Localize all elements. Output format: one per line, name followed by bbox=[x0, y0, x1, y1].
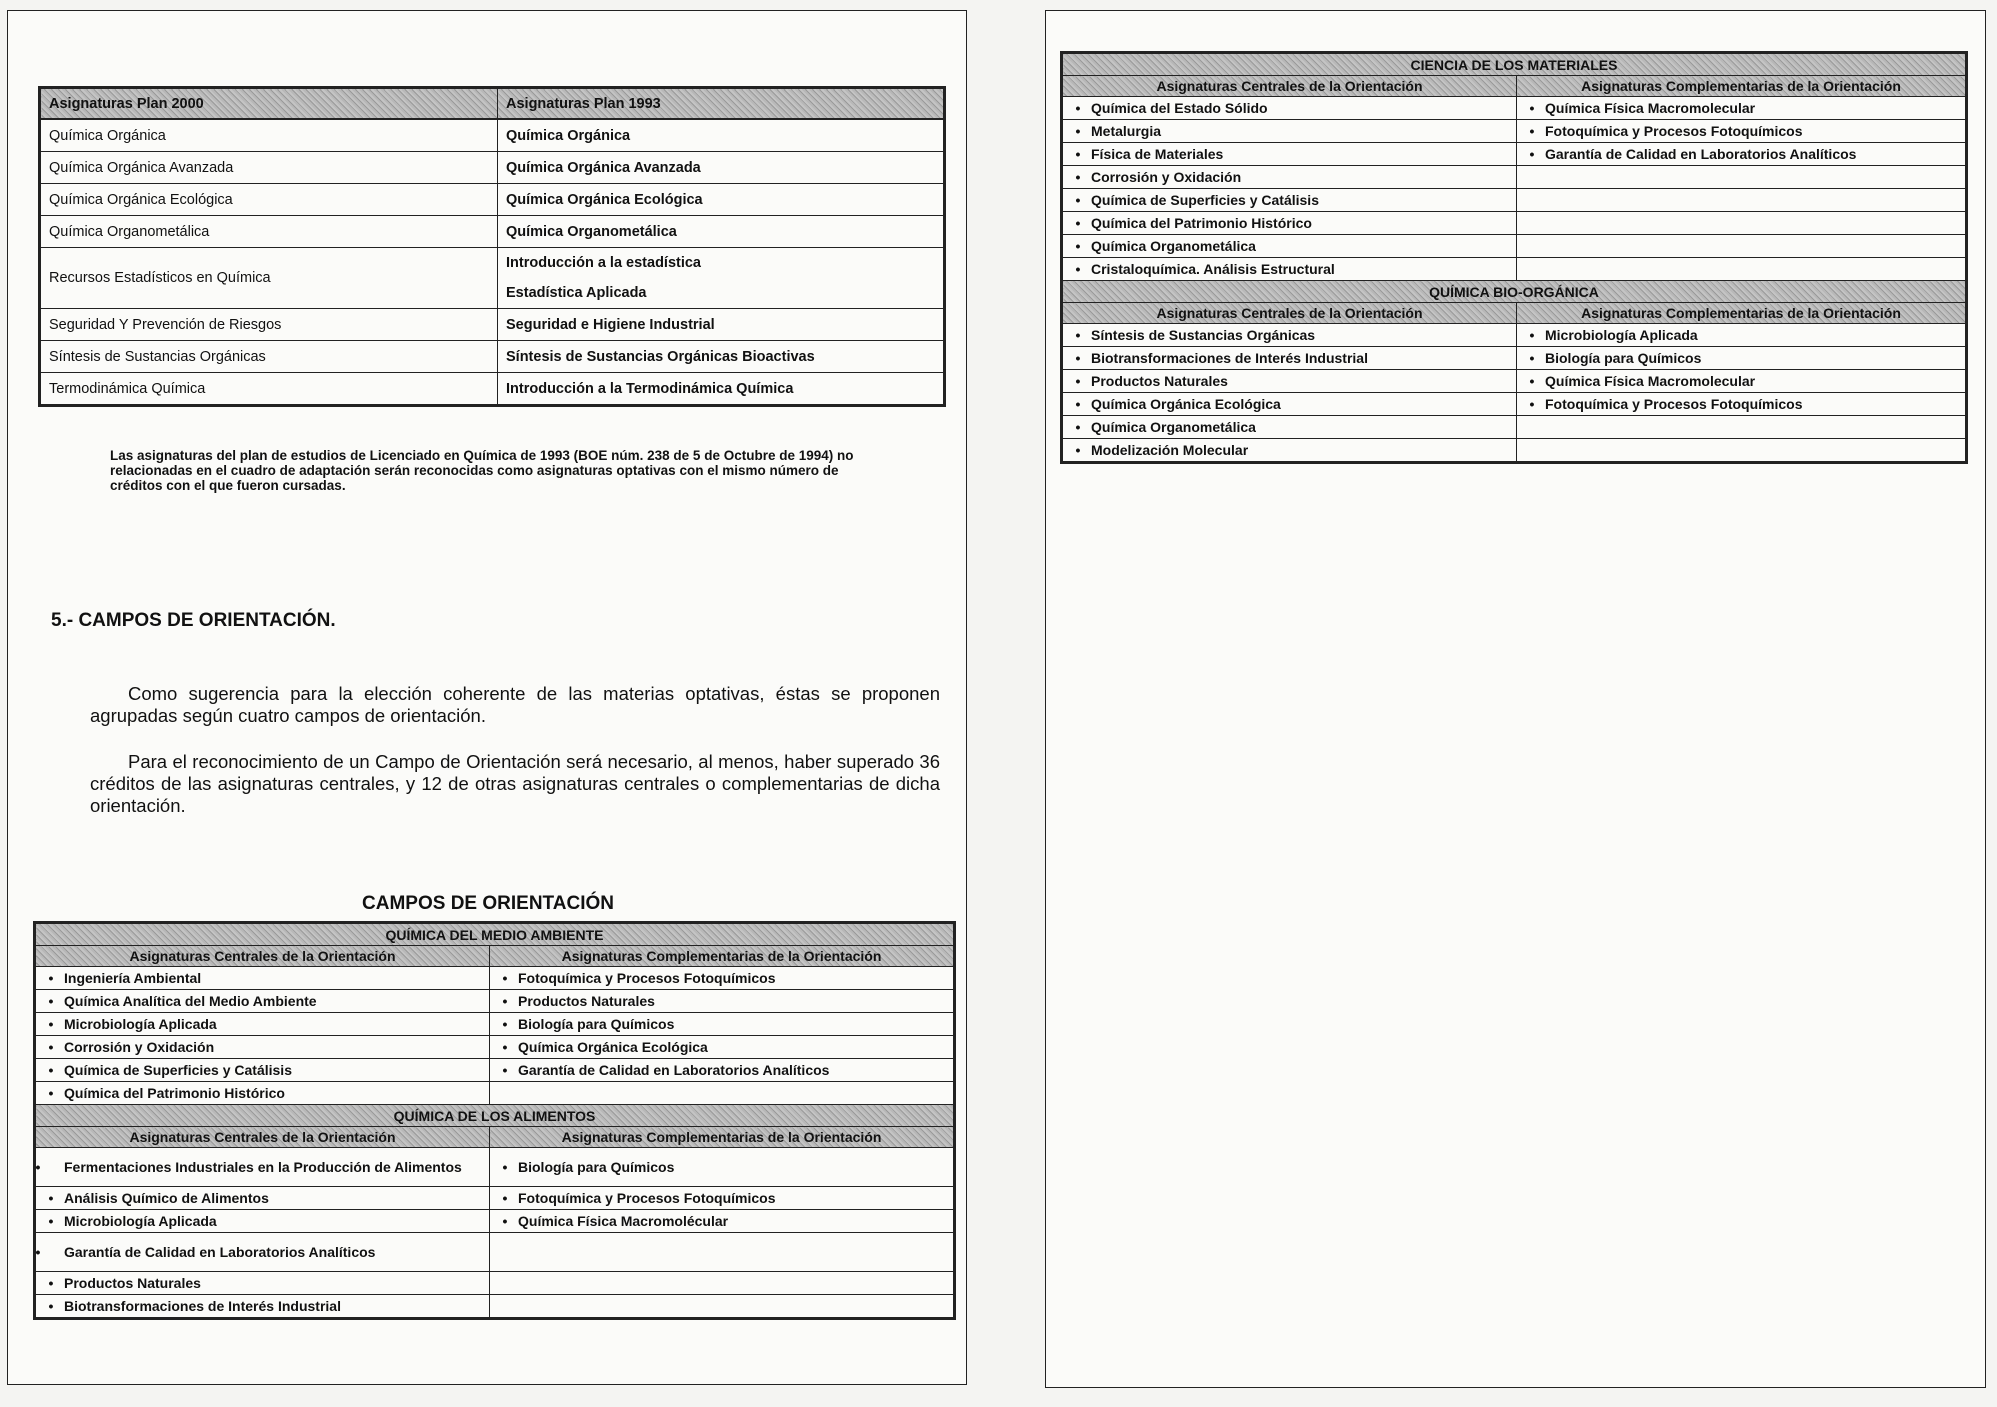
field-title-row bbox=[1062, 53, 1967, 76]
table-row bbox=[40, 152, 945, 184]
central-subject: • Biotransformaciones de Interés Industrial bbox=[35, 1295, 490, 1319]
central-subject: • Química Orgánica Ecológica bbox=[1062, 393, 1517, 416]
table-row bbox=[1062, 393, 1967, 416]
plan-2000-cell: Química Organometálica bbox=[40, 216, 498, 248]
plan-2000-cell: Termodinámica Química bbox=[40, 373, 498, 406]
table-row bbox=[1062, 258, 1967, 281]
field-header-row bbox=[1062, 303, 1967, 324]
complementary-subject: • Fotoquímica y Procesos Fotoquímicos bbox=[490, 1187, 955, 1210]
central-subject: • Química del Patrimonio Histórico bbox=[35, 1082, 490, 1105]
orientation-table-left bbox=[33, 921, 956, 1320]
table-row bbox=[1062, 120, 1967, 143]
plan-1993-cell: Introducción a la Termodinámica Química bbox=[498, 373, 945, 406]
plan-2000-cell: Química Orgánica bbox=[40, 119, 498, 152]
complementary-subject: • Química Orgánica Ecológica bbox=[490, 1036, 955, 1059]
complementary-subject: • Fotoquímica y Procesos Fotoquímicos bbox=[490, 967, 955, 990]
paragraph: Para el reconocimiento de un Campo de Orientación será necesario, al menos, haber superado 36 créditos de las asignaturas centrales, y 12 de otras asignaturas centrales o complementarias de dicha orientación. bbox=[90, 751, 940, 816]
complementary-subject bbox=[1517, 189, 1967, 212]
complementary-subject: • Química Física Macromolécular bbox=[490, 1210, 955, 1233]
central-subject: • Fermentaciones Industriales en la Producción de Alimentos bbox=[35, 1148, 490, 1187]
plan-2000-cell: Síntesis de Sustancias Orgánicas bbox=[40, 341, 498, 373]
complementary-subject bbox=[1517, 166, 1967, 189]
complementary-subject: • Fotoquímica y Procesos Fotoquímicos bbox=[1517, 120, 1967, 143]
section-heading: 5.- CAMPOS DE ORIENTACIÓN. bbox=[51, 610, 336, 631]
complementary-subject: • Biología para Químicos bbox=[490, 1148, 955, 1187]
table-row bbox=[1062, 439, 1967, 463]
central-subject: • Cristaloquímica. Análisis Estructural bbox=[1062, 258, 1517, 281]
page-left bbox=[7, 10, 967, 1385]
field-title-row bbox=[35, 1105, 955, 1127]
complementary-subject bbox=[490, 1082, 955, 1105]
complementary-subject bbox=[1517, 416, 1967, 439]
table-row bbox=[1062, 235, 1967, 258]
table-row bbox=[40, 248, 945, 309]
table-row bbox=[35, 1059, 955, 1082]
equivalence-table bbox=[38, 86, 946, 407]
central-subject: • Química Analítica del Medio Ambiente bbox=[35, 990, 490, 1013]
complementary-subject: • Química Física Macromolecular bbox=[1517, 97, 1967, 120]
complementary-subject: • Garantía de Calidad en Laboratorios Analíticos bbox=[1517, 143, 1967, 166]
table-row bbox=[35, 1148, 955, 1187]
table-row bbox=[35, 1187, 955, 1210]
central-subject: • Química Organometálica bbox=[1062, 235, 1517, 258]
header-plan-1993: Asignaturas Plan 1993 bbox=[498, 88, 945, 120]
table-row bbox=[40, 216, 945, 248]
table-row bbox=[1062, 97, 1967, 120]
complementary-subject bbox=[1517, 258, 1967, 281]
plan-2000-cell: Recursos Estadísticos en Química bbox=[40, 248, 498, 309]
field-header-row bbox=[35, 1127, 955, 1148]
central-subject: • Microbiología Aplicada bbox=[35, 1013, 490, 1036]
field-title-row bbox=[1062, 281, 1967, 303]
complementary-subject bbox=[490, 1233, 955, 1272]
table-row bbox=[40, 309, 945, 341]
table-row bbox=[1062, 143, 1967, 166]
central-subject: • Corrosión y Oxidación bbox=[35, 1036, 490, 1059]
plan-2000-cell: Seguridad Y Prevención de Riesgos bbox=[40, 309, 498, 341]
complementary-header: Asignaturas Complementarias de la Orientación bbox=[1517, 303, 1967, 324]
complementary-subject: • Garantía de Calidad en Laboratorios Analíticos bbox=[490, 1059, 955, 1082]
paragraph: Como sugerencia para la elección coherente de las materias optativas, éstas se proponen agrupadas según cuatro campos de orientación. bbox=[90, 683, 940, 726]
adaptation-note: Las asignaturas del plan de estudios de Licenciado en Química de 1993 (BOE núm. 238 de 5 de Octubre de 1994) no relacionadas en el cuadro de adaptación serán reconocidas como asignaturas optativas con el mismo número de créditos con el que fueron cursadas. bbox=[110, 448, 854, 493]
table-row bbox=[35, 1036, 955, 1059]
table-row bbox=[1062, 166, 1967, 189]
plan-1993-subject: Estadística Aplicada bbox=[506, 285, 647, 301]
page-right bbox=[1045, 10, 1986, 1388]
central-subject: • Química de Superficies y Catálisis bbox=[1062, 189, 1517, 212]
central-subject: • Modelización Molecular bbox=[1062, 439, 1517, 463]
plan-1993-cell bbox=[498, 248, 945, 309]
central-subject: • Análisis Químico de Alimentos bbox=[35, 1187, 490, 1210]
plan-1993-cell: Química Orgánica Ecológica bbox=[498, 184, 945, 216]
central-header: Asignaturas Centrales de la Orientación bbox=[1062, 76, 1517, 97]
complementary-subject: • Química Física Macromolecular bbox=[1517, 370, 1967, 393]
table-row bbox=[35, 1233, 955, 1272]
plan-1993-cell: Seguridad e Higiene Industrial bbox=[498, 309, 945, 341]
plan-2000-cell: Química Orgánica Avanzada bbox=[40, 152, 498, 184]
table-row bbox=[1062, 370, 1967, 393]
complementary-subject: • Biología para Químicos bbox=[490, 1013, 955, 1036]
complementary-subject bbox=[490, 1295, 955, 1319]
field-title: CIENCIA DE LOS MATERIALES bbox=[1062, 53, 1967, 76]
table-row bbox=[35, 1295, 955, 1319]
table-row bbox=[35, 1082, 955, 1105]
central-header: Asignaturas Centrales de la Orientación bbox=[1062, 303, 1517, 324]
complementary-subject: • Productos Naturales bbox=[490, 990, 955, 1013]
central-subject: • Síntesis de Sustancias Orgánicas bbox=[1062, 324, 1517, 347]
central-subject: • Física de Materiales bbox=[1062, 143, 1517, 166]
complementary-subject: • Biología para Químicos bbox=[1517, 347, 1967, 370]
table-row bbox=[1062, 212, 1967, 235]
table-row bbox=[35, 967, 955, 990]
central-subject: • Química de Superficies y Catálisis bbox=[35, 1059, 490, 1082]
complementary-subject bbox=[1517, 235, 1967, 258]
complementary-subject bbox=[1517, 212, 1967, 235]
central-subject: • Metalurgia bbox=[1062, 120, 1517, 143]
plan-1993-subject: Introducción a la estadística bbox=[506, 255, 701, 271]
table-row bbox=[40, 373, 945, 406]
central-subject: • Ingeniería Ambiental bbox=[35, 967, 490, 990]
table-row bbox=[1062, 189, 1967, 212]
plan-1993-cell: Química Organometálica bbox=[498, 216, 945, 248]
central-header: Asignaturas Centrales de la Orientación bbox=[35, 946, 490, 967]
field-title: QUÍMICA DE LOS ALIMENTOS bbox=[35, 1105, 955, 1127]
central-subject: • Química del Patrimonio Histórico bbox=[1062, 212, 1517, 235]
central-subject: • Corrosión y Oxidación bbox=[1062, 166, 1517, 189]
field-title: QUÍMICA BIO-ORGÁNICA bbox=[1062, 281, 1967, 303]
field-header-row bbox=[35, 946, 955, 967]
complementary-header: Asignaturas Complementarias de la Orientación bbox=[490, 1127, 955, 1148]
field-title: QUÍMICA DEL MEDIO AMBIENTE bbox=[35, 923, 955, 946]
complementary-subject: • Fotoquímica y Procesos Fotoquímicos bbox=[1517, 393, 1967, 416]
plan-2000-cell: Química Orgánica Ecológica bbox=[40, 184, 498, 216]
table-row bbox=[35, 1272, 955, 1295]
field-header-row bbox=[1062, 76, 1967, 97]
complementary-subject bbox=[490, 1272, 955, 1295]
central-subject: • Química Organometálica bbox=[1062, 416, 1517, 439]
table-row bbox=[35, 1013, 955, 1036]
central-subject: • Biotransformaciones de Interés Industrial bbox=[1062, 347, 1517, 370]
plan-1993-cell: Síntesis de Sustancias Orgánicas Bioactivas bbox=[498, 341, 945, 373]
table-row bbox=[35, 990, 955, 1013]
plan-1993-cell: Química Orgánica bbox=[498, 119, 945, 152]
central-header: Asignaturas Centrales de la Orientación bbox=[35, 1127, 490, 1148]
complementary-header: Asignaturas Complementarias de la Orientación bbox=[1517, 76, 1967, 97]
central-subject: • Microbiología Aplicada bbox=[35, 1210, 490, 1233]
table-row bbox=[1062, 416, 1967, 439]
complementary-subject: • Microbiología Aplicada bbox=[1517, 324, 1967, 347]
table-row bbox=[35, 1210, 955, 1233]
complementary-header: Asignaturas Complementarias de la Orientación bbox=[490, 946, 955, 967]
plan-1993-cell: Química Orgánica Avanzada bbox=[498, 152, 945, 184]
field-title-row bbox=[35, 923, 955, 946]
campos-title: CAMPOS DE ORIENTACIÓN bbox=[362, 893, 614, 914]
orientation-table-right bbox=[1060, 51, 1968, 464]
central-subject: • Química del Estado Sólido bbox=[1062, 97, 1517, 120]
central-subject: • Garantía de Calidad en Laboratorios Analíticos bbox=[35, 1233, 490, 1272]
complementary-subject bbox=[1517, 439, 1967, 463]
table-row bbox=[1062, 324, 1967, 347]
table-row bbox=[1062, 347, 1967, 370]
header-plan-2000: Asignaturas Plan 2000 bbox=[40, 88, 498, 120]
table-row bbox=[40, 184, 945, 216]
table-row bbox=[40, 119, 945, 152]
central-subject: • Productos Naturales bbox=[35, 1272, 490, 1295]
table-row bbox=[40, 341, 945, 373]
central-subject: • Productos Naturales bbox=[1062, 370, 1517, 393]
